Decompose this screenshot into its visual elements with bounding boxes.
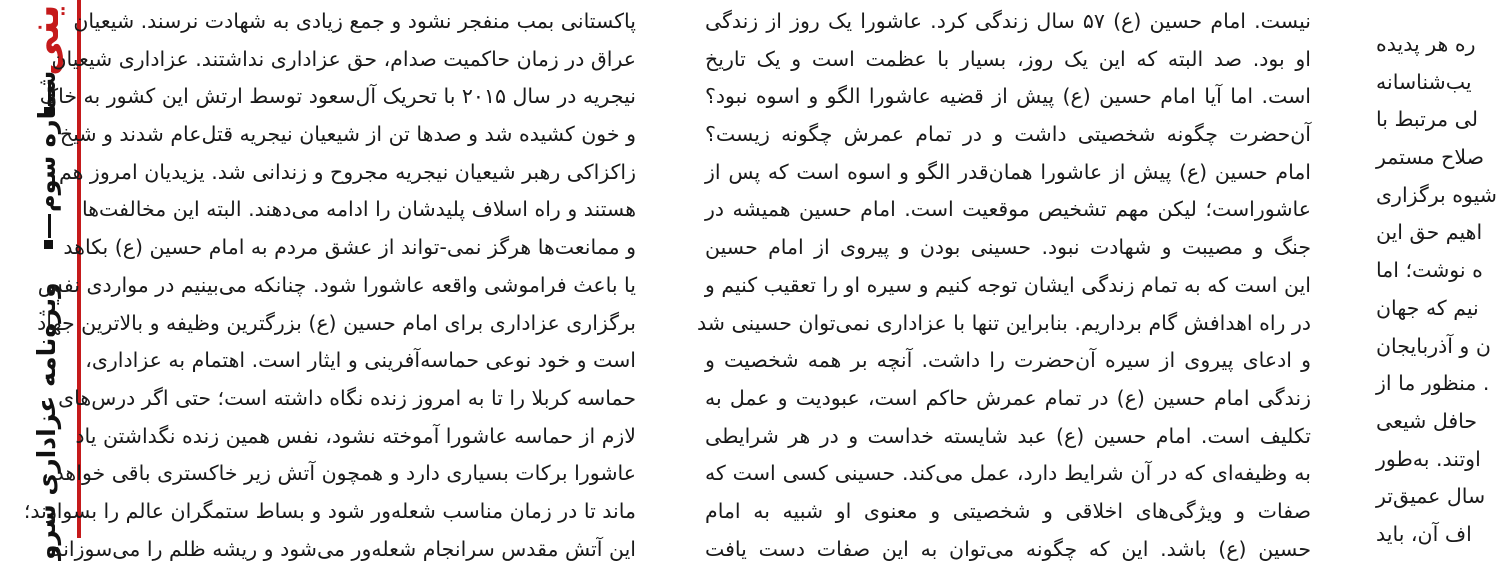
text-line: عاشورا برکات بسیاری دارد و همچون آتش زیر خاکستری باقی خواهد (54, 461, 636, 486)
text-line: پاکستانی بمب منفجر نشود و جمع زیادی به شهادت نرسند. شیعیان (73, 9, 636, 33)
text-line: عاشوراست؛ لیکن مهم تشخیص موقعیت است. امام حسین همیشه در (705, 197, 1311, 222)
text-line: نیم که جهان (1376, 295, 1479, 320)
text-line: اف آن، باید (1376, 521, 1472, 546)
text-line: ن و آذربایجان (1376, 333, 1491, 358)
text-line: است و خود نوعی حماسه‌آفرینی و ایثار است. اهتمام به عزاداری، (85, 348, 636, 373)
text-line: نیجریه در سال ۲۰۱۵ با تحریک آل‌سعود توسط ارتش این کشور به خاک (39, 84, 636, 109)
text-line: ماند تا در زمان مناسب شعله‌ور شود و بساط ستمگران عالم را بسوازند؛ (23, 498, 636, 523)
text-line: اوتند. به‌طور (1376, 446, 1481, 471)
text-line: او بود. صد البته که این یک روز، بسیار با عظمت است و یک تاریخ (705, 46, 1311, 71)
text-line: یب‌شناسانه (1376, 69, 1472, 94)
text-line: حافل شیعی (1376, 408, 1478, 433)
text-line: اهیم حق این (1376, 220, 1483, 245)
text-line: زاکزاکی رهبر شیعیان نیجریه مجروح و زندانی شد. یزیدیان امروز هم (58, 159, 636, 184)
text-line: صفات و ویژگی‌های اخلاقی و شخصیتی و معنوی او شبیه به امام (705, 498, 1311, 523)
sidebar-special-label: ویژه‌نامه عزاداری سرو (32, 282, 61, 560)
text-line: لی مرتبط با (1376, 107, 1478, 132)
text-line: ه نوشت؛ اما (1376, 258, 1483, 283)
text-line: این است که به تمام زندگی ایشان توجه کنیم و سیره او را تعقیب کنیم و (704, 272, 1311, 297)
text-line: تکلیف است. امام حسین (ع) عبد شایسته خداست و در هر شرایطی (705, 423, 1311, 448)
text-line: است. اما آیا امام حسین (ع) پیش از قضیه عاشورا الگو و اسوه نبود؟ (705, 84, 1311, 109)
text-line: و خون کشیده شد و صدها تن از شیعیان نیجریه قتل‌عام شدند و شیخ (59, 122, 636, 147)
text-line: زندگی امام حسین (ع) در تمام عمرش حاکم است، عبودیت و عمل به (705, 385, 1311, 410)
text-line: هستند و راه اسلاف پلیدشان را ادامه می‌دهند. البته این مخالفت‌ها (81, 197, 636, 222)
sidebar-red-title: ینی (22, 4, 68, 76)
text-line: امام حسین (ع) پیش از عاشورا همان‌قدر الگو و اسوه است که پس از (705, 159, 1311, 184)
sidebar-issue-label: شماره سوم (33, 70, 61, 212)
text-line: عراق در زمان حاکمیت صدام، حق عزاداری نداشتند. عزاداری شیعیان (51, 46, 636, 71)
column-2 (697, 0, 1311, 561)
text-line: در راه اهدافش گام برداریم. بنابراین تنها با عزاداری نمی‌توان حسینی شد (697, 310, 1311, 335)
text-line: . منظور ما از (1376, 371, 1490, 396)
text-line: به وظیفه‌ای که در آن شرایط دارد، عمل می‌کند. حسینی کسی است که (705, 461, 1311, 486)
text-line: ره هر پدیده (1376, 32, 1476, 56)
text-line: لازم از حماسه عاشورا آموخته نشود، نفس همین زنده نگداشتن یاد (75, 423, 636, 448)
text-line: و ادعای پیروی از سیره آن‌حضرت را داشت. آنچه بر همه شخصیت و (705, 348, 1311, 373)
cut-text-line: حسین (ع) باشد. این که چگونه می‌توان به این صفات دست یافت (705, 536, 1311, 561)
text-line: حماسه کربلا را تا به امروز زنده نگاه داشته است؛ حتی اگر درس‌های (58, 385, 636, 410)
text-line: صلاح مستمر (1376, 145, 1485, 170)
cut-text-line: این آتش مقدس سرانجام شعله‌ور می‌شود و ریشه ظلم را می‌سوزاند (52, 536, 636, 561)
text-line: شیوه برگزاری (1376, 182, 1497, 207)
column-3-clipped (1376, 0, 1500, 564)
text-line: و ممانعت‌ها هرگز نمی-تواند از عشق مردم به امام حسین (ع) بکاهد (63, 235, 636, 260)
text-line: نیست. امام حسین (ع) ۵۷ سال زندگی کرد. عاشورا یک روز از زندگی (705, 9, 1311, 33)
text-line: جنگ و مصیبت و شهادت نبود. حسینی بودن و پیروی از امام حسین (705, 235, 1311, 260)
bullet-square-icon (44, 240, 53, 249)
text-line: آن‌حضرت چگونه شخصیتی داشت و در تمام عمرش چگونه زیست؟ (705, 122, 1311, 147)
text-line: یا باعث فراموشی واقعه عاشورا شود. چنانکه می‌بینیم در مواردی نفس (37, 272, 636, 297)
text-line: سال عمیق‌تر (1376, 484, 1486, 509)
text-line: برگزاری عزاداری برای امام حسین (ع) بزرگترین وظیفه و بالاترین جهاد (37, 310, 636, 335)
sidebar-divider (48, 214, 51, 238)
